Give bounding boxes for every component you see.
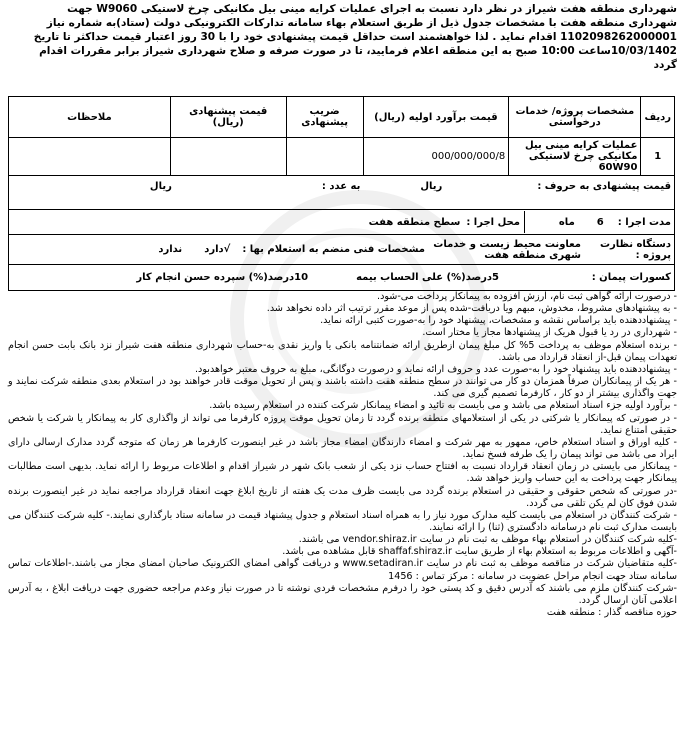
table-row [9,138,675,176]
list-item: - پیمانکار می بایستی در زمان انعقاد قرارداد نسبت به افتتاح حساب نزد یکی از شعب بانک شهر در شیراز اقدام و اطلاعات مربوط را ارائه نماید. بدیهی است مطالبات پیمانکار جهت پرداخت به این حساب واریز خواهد شد. [8,461,677,485]
price-words-rial: ریال [420,181,443,193]
deduction-insurance: 5درصد(%) علی الحساب بیمه [356,272,499,283]
intro-line: شهرداری منطقه هفت شیراز در نظر دارد نسبت به اجرای عملیات کرایه مینی بیل مکانیکی چرخ لاستیکی W9060 جهت [67,3,677,15]
header-proposed-price: قیمت پیشنهادی (ریال) [170,97,286,138]
row-remarks [9,138,171,176]
row-proposed-price[interactable] [170,138,286,176]
row-num: 1 [641,138,675,176]
list-item: - در صورتی که پیمانکار یا شرکتی در یکی از استعلامهای منطقه برنده گردد تا زمان تحویل موقت پروژه کارفرما می تواند از واگذاری کار به پیمانکار یا شرکت یا شخص حقیقی امتناع نماید. [8,412,677,436]
location-label: محل اجرا : [466,216,520,228]
list-item: حوزه مناقصه گذار : منطقه هفت [546,607,677,619]
list-item: - برنده استعلام موظف به پرداخت 5% کل مبلغ پیمان ازطریق ارائه ضمانتنامه بانکی یا واریز نقدی به-حساب شهرداری منطقه هفت شیراز نزد بانک بابت حسن انجام تعهدات پیمان قبل-از انعقاد قرارداد می باشد. [8,339,677,363]
price-words-row [9,176,675,198]
list-item: -کلیه شرکت کنندگان در استعلام بهاء موظف به ثبت نام در سایت vendor.shiraz.ir می باشند. [298,534,677,546]
supervisor-cell [9,235,675,265]
has-mark: √ [223,244,231,255]
price-number-rial: ریال [149,181,172,193]
header-initial-estimate: قیمت برآورد اولیه (ریال) [363,97,509,138]
table-header-row [9,97,675,138]
price-words-label: قیمت پیشنهادی به حروف : [537,181,671,193]
list-item: - شهرداری در رد یا قبول هریک از پیشنهادها مجاز یا مختار است. [422,327,677,339]
row-initial-estimate: 000/000/000/8 [363,138,509,176]
list-item: -آگهی و اطلاعات مربوط به استعلام بهاء از طریق سایت shaffaf.shiraz.ir قابل مشاهده می باشد. [282,546,677,558]
header-spec: مشخصات پروژه/ خدمات درخواستی [509,97,641,138]
intro-line: شهرداری منطقه هفت با مشخصات جدول ذیل از طریق استعلام بهاء سامانه تدارکات الکترونیکی دولت (ستاد)به شماره نیاز [46,17,677,29]
deductions-label: کسورات پیمان : [591,272,671,283]
has-not-label: ندارد [158,244,183,255]
intro-line: 1102098262000001 اقدام نماید . لذا خواهشمند است حداقل قیمت پیشنهادی خود را با 30 روز اعتبار قیمت حداکثر تا تاریخ [33,31,677,43]
spacer-row [9,198,675,210]
has-label: دارد [204,244,224,255]
duration-row [9,210,675,235]
duration-value: 6 [596,216,604,228]
list-item: - هر یک از پیمانکاران صرفاً همزمان دو کار می توانند در سطح منطقه هفت داشته باشند و پس از تحویل موقت قادر خواهند بود در استعلام بعدی منطقه شرکت نمایند و جهت واگذاری بیشتر از دو کار ، کارفرما تصمیم گیری می کند. [8,376,677,400]
list-item: - برآورد اولیه جزء اسناد استعلام می باشد و می بایست به تائید و امضاء پیمانکار شرکت کننده در استعلام رسیده باشد. [209,400,677,412]
supervisor-label: دستگاه نظارت پروژه : [599,238,671,261]
row-coefficient[interactable] [286,138,363,176]
supervisor-value: معاونت محیط زیست و خدمات شهری منطقه هفت [433,238,581,261]
tech-spec-label: مشخصات فنی منضم به استعلام بها : [242,244,425,255]
deductions-row [9,265,675,291]
price-number-label: به عدد : [321,181,361,193]
intro-line: گردد [653,59,677,71]
duration-divider [524,211,525,233]
intro-line: 10/03/1402ساعت 10:00 صبح به این منطقه اعلام فرمایید، تا در صورت صرفه و صلاح شهرداری شیراز برابر مقررات اقدام [39,45,677,57]
list-item: -کلیه متقاضیان شرکت در مناقصه موظف به ثبت نام در سایت www.setadiran.ir و دریافت گواهی امضای الکترونیک صاحبان امضای مجاز می باشند.-اطلاعات تماس سامانه ستاد جهت انجام مراحل عضویت در سامانه : مرکز تماس : 1456 [8,558,678,582]
list-item: - کلیه اوراق و اسناد استعلام خاص، ممهور به مهر شرکت و امضاء دارندگان امضاء مجاز باشد در غیر اینصورت کارفرما هر زمان که متوجه گردد مدارک ارسالی دارای ایراد می باشد می تواند پیمان را یک طرفه فسخ نماید. [8,436,677,461]
list-item: - پیشنهاددهنده باید پیشنهاد خود را به-صورت عدد و حروف ارائه نماید و درصورت دوگانگی، مبلغ به حروف معتبر خواهدبود. [195,363,677,375]
duration-label: مدت اجرا : [617,216,671,228]
price-inquiry-table [8,96,675,291]
list-item: - پیشنهاددهنده باید براساس نقشه و مشخصات، پیشنهاد خود را به-صورت کتبی ارائه نماید. [320,315,677,327]
list-item: - درصورت ارائه گواهی ثبت نام، ارزش افزوده به پیمانکار پرداخت می-شود. [377,291,677,302]
supervisor-row [9,235,675,265]
price-words-cell [9,176,675,198]
location-value: سطح منطقه هفت [368,216,461,228]
header-row-num: ردیف [641,97,675,138]
duration-cell [9,210,675,235]
list-item: - شرکت کنندگان در استعلام می بایست کلیه مدارک مورد نیاز را به همراه اسناد استعلام و جدول پیشنهاد قیمت در سامانه ستاد بارگذاری نمایند.- کلیه شرکت کنندگان می بایست مدارک ثبت نام درسامانه دادگستری (ثنا) را ارائه نمایند. [8,509,677,533]
duration-unit: ماه [558,216,575,228]
conditions-list [8,291,677,619]
list-item: - به پیشنهادهای مشروط، مخدوش، مبهم ویا دریافت-شده پس از موعد مقرر ترتیب اثر داده نخواهد شد. [266,303,677,315]
spacer-cell [9,198,675,210]
intro-paragraph [8,2,677,72]
row-spec: عملیات کرایه مینی بیل مکانیکی چرخ لاستیکی 60W90 [509,138,641,176]
deduction-performance-deposit: 10درصد(%) سپرده حسن انجام کار [136,272,309,283]
header-coefficient: ضریب پیشنهادی [286,97,363,138]
header-remarks: ملاحظات [9,97,171,138]
list-item: -شرکت کنندگان ملزم می باشند که آدرس دقیق و کد پستی خود را درفرم مشخصات فردی نوشته تا در صورت نیاز وعدم مراجعه حضوری جهت دریافت ابلاغ ، به آدرس اعلامی آنان ارسال گردد. [8,582,677,606]
deductions-cell [9,265,675,291]
list-item: -در صورتی که شخص حقوقی و حقیقی در استعلام برنده گردد می بایست ظرف مدت یک هفته از تاریخ ابلاغ جهت انعقاد قرارداد مراجعه نماید در غیر اینصورت برنده شدن فوق کان لم یکن تلقی می گردد. [8,485,677,509]
